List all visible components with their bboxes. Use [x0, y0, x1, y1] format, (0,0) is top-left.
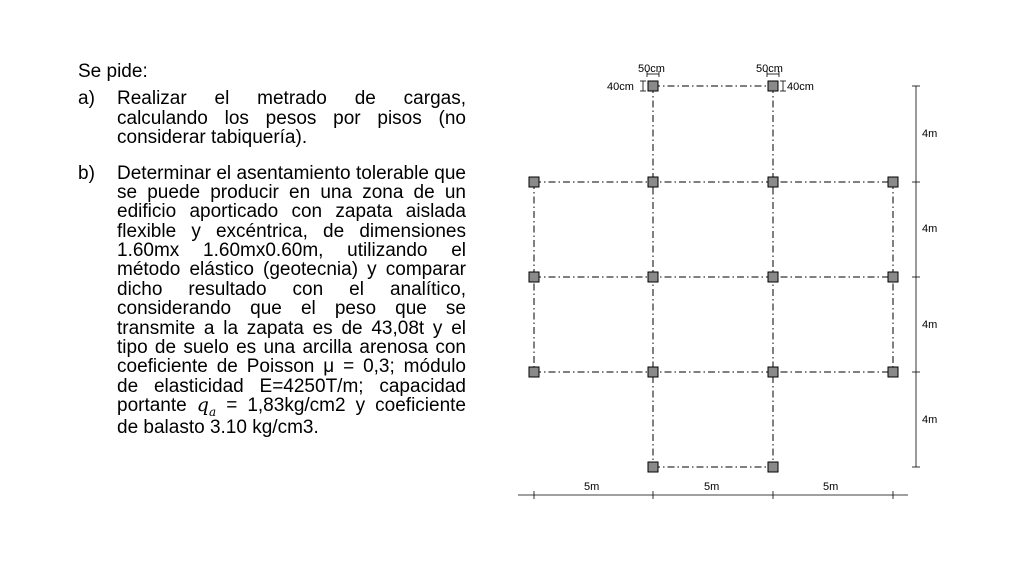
column — [648, 462, 658, 472]
span-label: 4m — [922, 319, 938, 331]
heading: Se pide: — [78, 61, 148, 82]
column — [768, 272, 778, 282]
column — [768, 177, 778, 187]
column-width-label: 50cm — [638, 63, 665, 75]
item-text-part: = 1,83kg/cm2 y coeficiente de balasto 3.10 kg/cm3. — [117, 395, 466, 439]
column-width-label: 50cm — [756, 63, 783, 75]
column-depth-label: 40cm — [607, 81, 634, 93]
column — [648, 272, 658, 282]
column — [888, 272, 898, 282]
column — [648, 81, 658, 91]
span-label: 4m — [922, 223, 938, 235]
column — [888, 177, 898, 187]
item-text: Realizar el metrado de cargas, calculando los pesos por pisos (no considerar tabiquería). — [117, 88, 466, 149]
column — [888, 367, 898, 377]
item-marker: a) — [78, 88, 95, 110]
span-label: 4m — [922, 128, 938, 140]
column — [768, 81, 778, 91]
grid-lines — [534, 86, 893, 467]
column — [648, 177, 658, 187]
column — [529, 367, 539, 377]
column — [529, 272, 539, 282]
column — [529, 177, 539, 187]
column — [648, 367, 658, 377]
span-label: 5m — [584, 481, 600, 493]
vertical-dimension-line — [912, 86, 920, 467]
span-label: 5m — [704, 481, 720, 493]
column — [768, 462, 778, 472]
span-label: 4m — [922, 414, 938, 426]
item-marker: b) — [78, 162, 95, 184]
formula-subscript: a — [208, 404, 217, 419]
column — [768, 367, 778, 377]
span-label: 5m — [823, 481, 839, 493]
formula-base: q — [196, 394, 209, 416]
column-depth-label: 40cm — [787, 81, 814, 93]
item-text-part: Determinar el asentamiento tolerable que se puede producir en una zona de un edificio aporticado con zapata aislada flexible y excéntrica, de dimensiones 1.60mx 1.60mx0.60m, utilizando el método elástico (geotecnia) y comparar dicho resultado con el analítico, considerando que el peso que se transmite a la zapata es de 43,08t y el tipo de suelo es una arcilla arenosa con coeficiente de Poisson μ = 0,3; módulo de elasticidad E=4250T/m; capacidad portante — [117, 162, 466, 416]
